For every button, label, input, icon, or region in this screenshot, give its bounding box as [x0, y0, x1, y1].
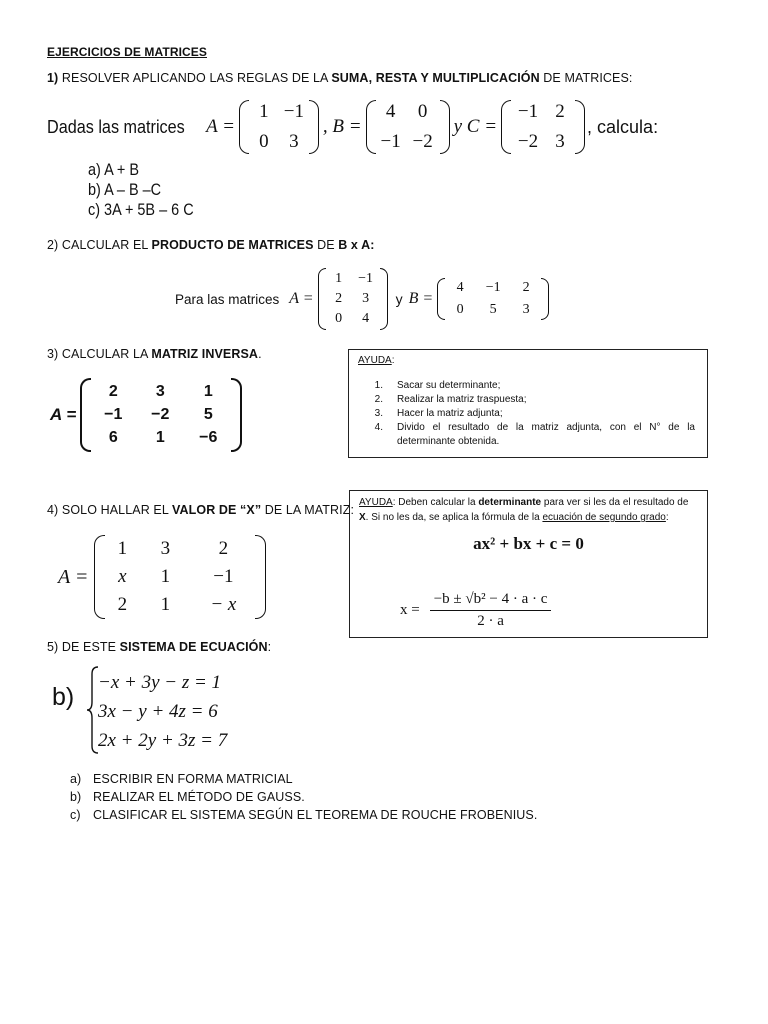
matrix-cell: − x: [210, 594, 237, 615]
help-box-determinant: [349, 490, 708, 638]
exercise-1-items: [88, 160, 194, 220]
exercise-4-text: 4) SOLO HALLAR EL: [47, 503, 172, 517]
matrix-cell: 3: [522, 302, 530, 317]
matrix-a4-label: A =: [58, 565, 89, 588]
help-step-number: 2.: [374, 394, 383, 405]
exercise-1-text-end: DE MATRICES:: [539, 71, 633, 85]
matrix-cell: 2: [522, 280, 530, 295]
given-text-2: Para las matrices: [175, 291, 280, 307]
matrix-a-label: A =: [206, 116, 235, 137]
exercise-4-heading: [47, 503, 354, 517]
equation-1: −x + 3y − z = 1: [98, 672, 222, 693]
task-item: [70, 806, 537, 824]
y-text: y: [395, 291, 403, 307]
help4-bold-1: determinante: [478, 497, 542, 508]
given-text: Dadas las matrices: [47, 116, 185, 137]
quadratic-formula: [400, 591, 551, 630]
help-step: [361, 379, 695, 393]
help4-bold-2: X: [359, 512, 366, 523]
matrix-cell: 0: [259, 131, 269, 152]
help4-text-4: :: [665, 512, 669, 523]
matrix-cell: 3: [555, 131, 565, 152]
matrix-cell: −1: [380, 131, 401, 152]
matrix-cell: 1: [160, 594, 171, 615]
matrix-cell: −2: [151, 406, 170, 423]
system-label: b): [52, 683, 75, 711]
matrix-a2-label: A =: [289, 290, 314, 307]
formula-x: x =: [400, 602, 420, 618]
exercise-4-bold: VALOR DE “X”: [172, 503, 262, 517]
exercise-4-matrix: [58, 535, 266, 619]
matrix-cell: 0: [417, 101, 428, 122]
exercise-5-bold: SISTEMA DE ECUACIÓN: [119, 640, 268, 654]
help-step-number: 1.: [374, 380, 383, 391]
matrix-cell: 3: [155, 383, 165, 400]
matrix-cell: 2: [335, 291, 343, 306]
matrix-cell: 1: [203, 383, 213, 400]
matrix-cell: −1: [104, 406, 123, 423]
exercise-2-matrices: [175, 268, 549, 330]
matrix-cell: 3: [289, 131, 299, 152]
help4-text-3: . Si no les da, se aplica la fórmula de la: [365, 512, 543, 523]
help-step-text: Hacer la matriz adjunta;: [397, 408, 503, 419]
item-a: a) A + B: [88, 160, 140, 179]
task-item: [70, 788, 537, 806]
matrix-b: [366, 100, 450, 154]
matrix-a3-label: A =: [50, 405, 77, 424]
exercise-2-bold-1: PRODUCTO DE MATRICES: [151, 238, 314, 252]
matrix-cell: 3: [362, 291, 370, 306]
page-title: EJERCICIOS DE MATRICES: [47, 45, 207, 59]
exercise-5-heading: [47, 640, 271, 654]
matrix-b2: [437, 278, 549, 320]
help-step-text: Realizar la matriz traspuesta;: [397, 394, 527, 405]
help-step-number: 4.: [374, 422, 383, 433]
task-letter: b): [70, 790, 82, 804]
exercise-4-text-end: DE LA MATRIZ:: [261, 503, 355, 517]
help-step: [361, 407, 695, 421]
matrix-cell: 4: [385, 101, 396, 122]
help-step-text: Sacar su determinante;: [397, 380, 501, 391]
matrix-cell: x: [118, 566, 127, 587]
equation-3: 2x + 2y + 3z = 7: [98, 730, 228, 751]
matrix-cell: 0: [456, 302, 464, 317]
help4-title: AYUDA: [359, 497, 393, 508]
matrix-cell: 1: [160, 566, 171, 587]
matrix-cell: −6: [199, 429, 218, 446]
help4-underline: ecuación de segundo grado: [542, 512, 666, 523]
item-c: c) 3A + 5B – 6 C: [88, 200, 194, 219]
matrix-cell: 1: [259, 101, 269, 122]
matrix-cell: −1: [517, 101, 539, 122]
calcula-text: , calcula:: [587, 116, 659, 137]
matrix-cell: −1: [485, 280, 501, 295]
formula-denominator: 2 · a: [430, 610, 552, 630]
matrix-b2-label: B =: [408, 290, 434, 307]
help4-text-1: : Deben calcular la: [392, 497, 479, 508]
matrix-a: [239, 100, 319, 154]
matrix-cell: 5: [489, 302, 497, 317]
matrix-a2: [318, 268, 388, 330]
matrix-cell: 4: [456, 280, 464, 295]
matrix-cell: 5: [203, 406, 213, 423]
help-step-number: 3.: [374, 408, 383, 419]
matrix-cell: 6: [108, 429, 118, 446]
help-steps-list: [361, 379, 695, 449]
task-item: [70, 770, 537, 788]
system-equations: [98, 668, 227, 755]
task-letter: a): [70, 772, 82, 786]
exercise-3-bold: MATRIZ INVERSA: [151, 347, 259, 361]
exercise-3-matrix: [50, 378, 242, 452]
exercise-5-text-end: :: [267, 640, 272, 654]
task-text: ESCRIBIR EN FORMA MATRICIAL: [93, 772, 293, 786]
exercise-1-matrices: [47, 100, 658, 154]
formula-numerator: −b ± √b² − 4 · a · c: [433, 591, 548, 607]
matrix-cell: −1: [213, 566, 234, 587]
matrix-cell: 2: [218, 538, 229, 559]
exercise-2-text: 2) CALCULAR EL: [47, 238, 152, 252]
task-text: REALIZAR EL MÉTODO DE GAUSS.: [93, 790, 305, 804]
task-text: CLASIFICAR EL SISTEMA SEGÚN EL TEOREMA DE ROUCHE FROBENIUS.: [93, 808, 538, 822]
item-b: b) A – B –C: [88, 180, 162, 199]
matrix-cell: 2: [555, 101, 565, 122]
exercise-5-text: 5) DE ESTE: [47, 640, 120, 654]
help-step-text: Divido el resultado de la matriz adjunta, con el N° de la determinante obtenida.: [397, 422, 695, 447]
exercise-3-heading: [47, 347, 262, 361]
matrix-a4: [94, 535, 266, 619]
help-box-inverse: [348, 349, 708, 458]
matrix-cell: 1: [335, 271, 343, 286]
matrix-cell: 0: [335, 311, 343, 326]
quadratic-equation: ax² + bx + c = 0: [473, 534, 584, 553]
help-step: [361, 393, 695, 407]
matrix-cell: 2: [108, 383, 118, 400]
matrix-cell: 4: [362, 311, 370, 326]
matrix-cell: 2: [117, 594, 128, 615]
help-title: AYUDA: [358, 355, 392, 366]
matrix-cell: 1: [155, 429, 165, 446]
exercise-5-tasks: [70, 770, 537, 824]
exercise-2-heading: [47, 238, 375, 252]
help-title-colon: :: [391, 355, 395, 366]
matrix-a3: [80, 378, 242, 452]
exercise-1-heading: [47, 71, 632, 85]
exercise-1-bold: SUMA, RESTA Y MULTIPLICACIÓN: [331, 71, 540, 85]
matrix-cell: −2: [517, 131, 539, 152]
matrix-b-label: , B =: [322, 116, 362, 137]
task-letter: c): [70, 808, 81, 822]
help-step: [361, 421, 695, 449]
matrix-cell: 1: [117, 538, 128, 559]
matrix-c-label: y C =: [453, 116, 498, 137]
matrix-cell: 3: [160, 538, 171, 559]
exercise-2-text-mid: DE: [313, 238, 339, 252]
exercise-1-text: RESOLVER APLICANDO LAS REGLAS DE LA: [58, 71, 332, 85]
matrix-cell: −1: [358, 271, 374, 286]
equation-2: 3x − y + 4z = 6: [98, 701, 218, 722]
exercise-3-text-end: .: [258, 347, 262, 361]
help4-text-2: para ver si les da el resultado de: [541, 497, 689, 508]
matrix-cell: −1: [283, 101, 305, 122]
exercise-2-bold-2: B x A:: [338, 238, 375, 252]
exercise-1-number: 1): [47, 71, 59, 85]
matrix-c: [501, 100, 585, 154]
matrix-cell: −2: [412, 131, 433, 152]
exercise-3-text: 3) CALCULAR LA: [47, 347, 152, 361]
